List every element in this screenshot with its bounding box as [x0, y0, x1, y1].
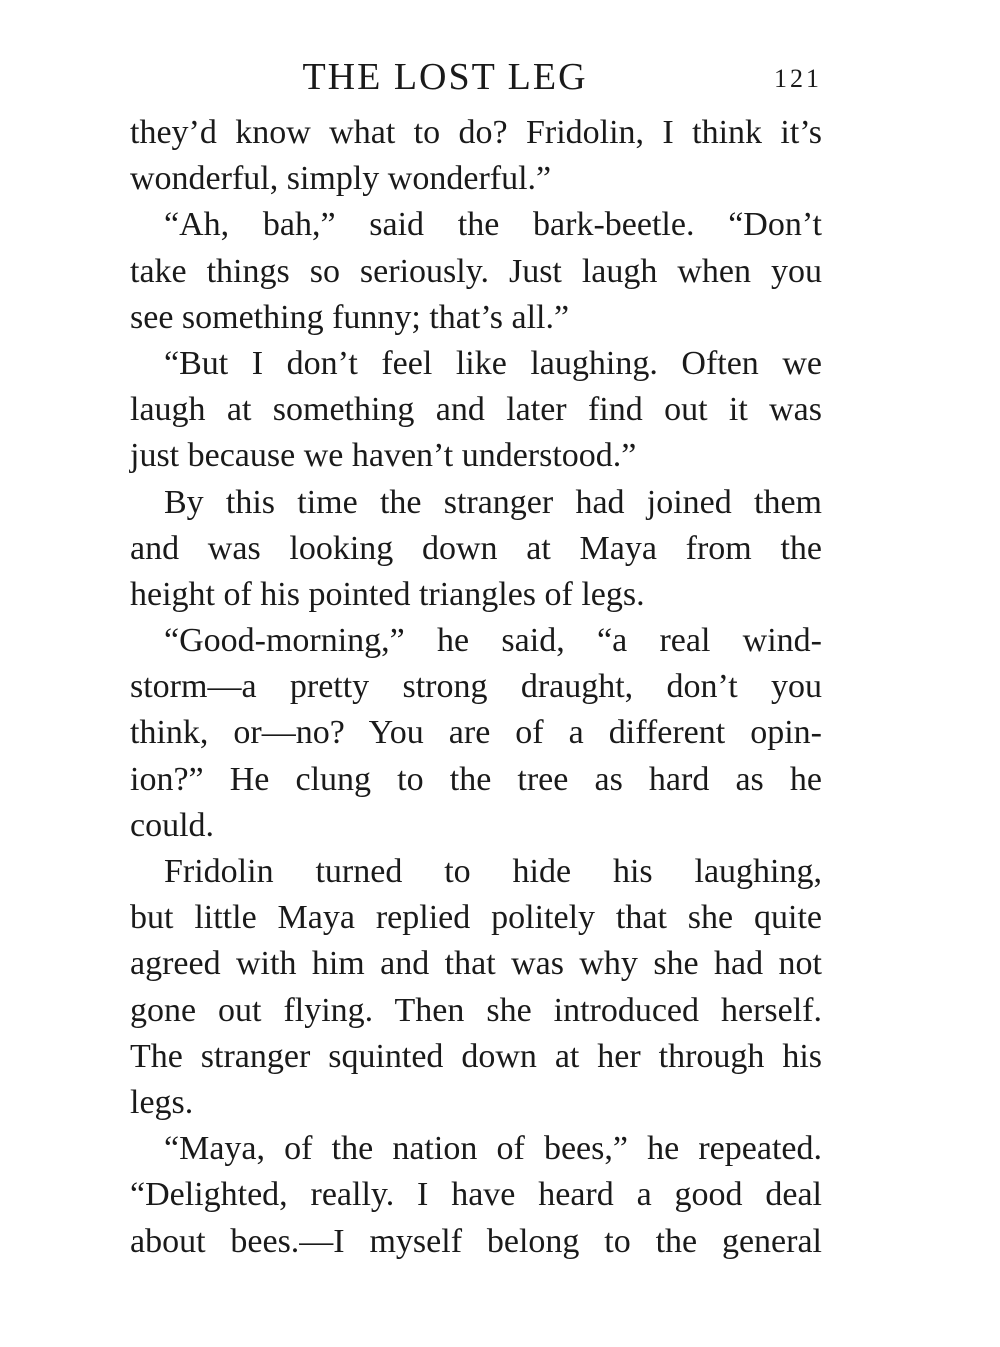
text-line: “Delighted, really. I have heard a good deal [130, 1176, 822, 1214]
text-line: gone out flying. Then she introduced herself. [130, 991, 822, 1029]
page-number: 121 [774, 64, 822, 93]
text-line: just because we haven’t understood.” [130, 437, 637, 475]
text-line: “Maya, of the nation of bees,” he repeated. [164, 1130, 822, 1168]
text-line: agreed with him and that was why she had not [130, 945, 822, 983]
running-title: THE LOST LEG [302, 56, 588, 98]
text-line: By this time the stranger had joined them [164, 483, 822, 521]
text-line: storm—a pretty strong draught, don’t you [130, 668, 822, 706]
text-line: about bees.—I myself belong to the general [130, 1222, 822, 1260]
text-line: take things so seriously. Just laugh when you [130, 252, 822, 290]
text-line: and was looking down at Maya from the [130, 529, 822, 567]
text-line: Fridolin turned to hide his laughing, [164, 853, 822, 890]
body-text [130, 110, 822, 1265]
text-line: laugh at something and later find out it was [130, 391, 822, 429]
text-line: “But I don’t feel like laughing. Often we [164, 344, 822, 382]
text-line: height of his pointed triangles of legs. [130, 575, 645, 613]
text-line: they’d know what to do? Fridolin, I think it’s [130, 114, 822, 151]
text-line: think, or—no? You are of a different opin- [130, 714, 822, 752]
text-line: “Good-morning,” he said, “a real wind- [164, 622, 822, 660]
text-line: see something funny; that’s all.” [130, 298, 570, 336]
text-line: The stranger squinted down at her through his [130, 1037, 822, 1075]
text-line: “Ah, bah,” said the bark-beetle. “Don’t [164, 206, 822, 244]
text-line: could. [130, 806, 215, 844]
text-line: but little Maya replied politely that she quite [130, 899, 822, 937]
text-line: ion?” He clung to the tree as hard as he [130, 760, 822, 798]
text-line: legs. [130, 1083, 194, 1121]
text-line: wonderful, simply wonderful.” [130, 160, 552, 198]
running-header [130, 52, 822, 102]
